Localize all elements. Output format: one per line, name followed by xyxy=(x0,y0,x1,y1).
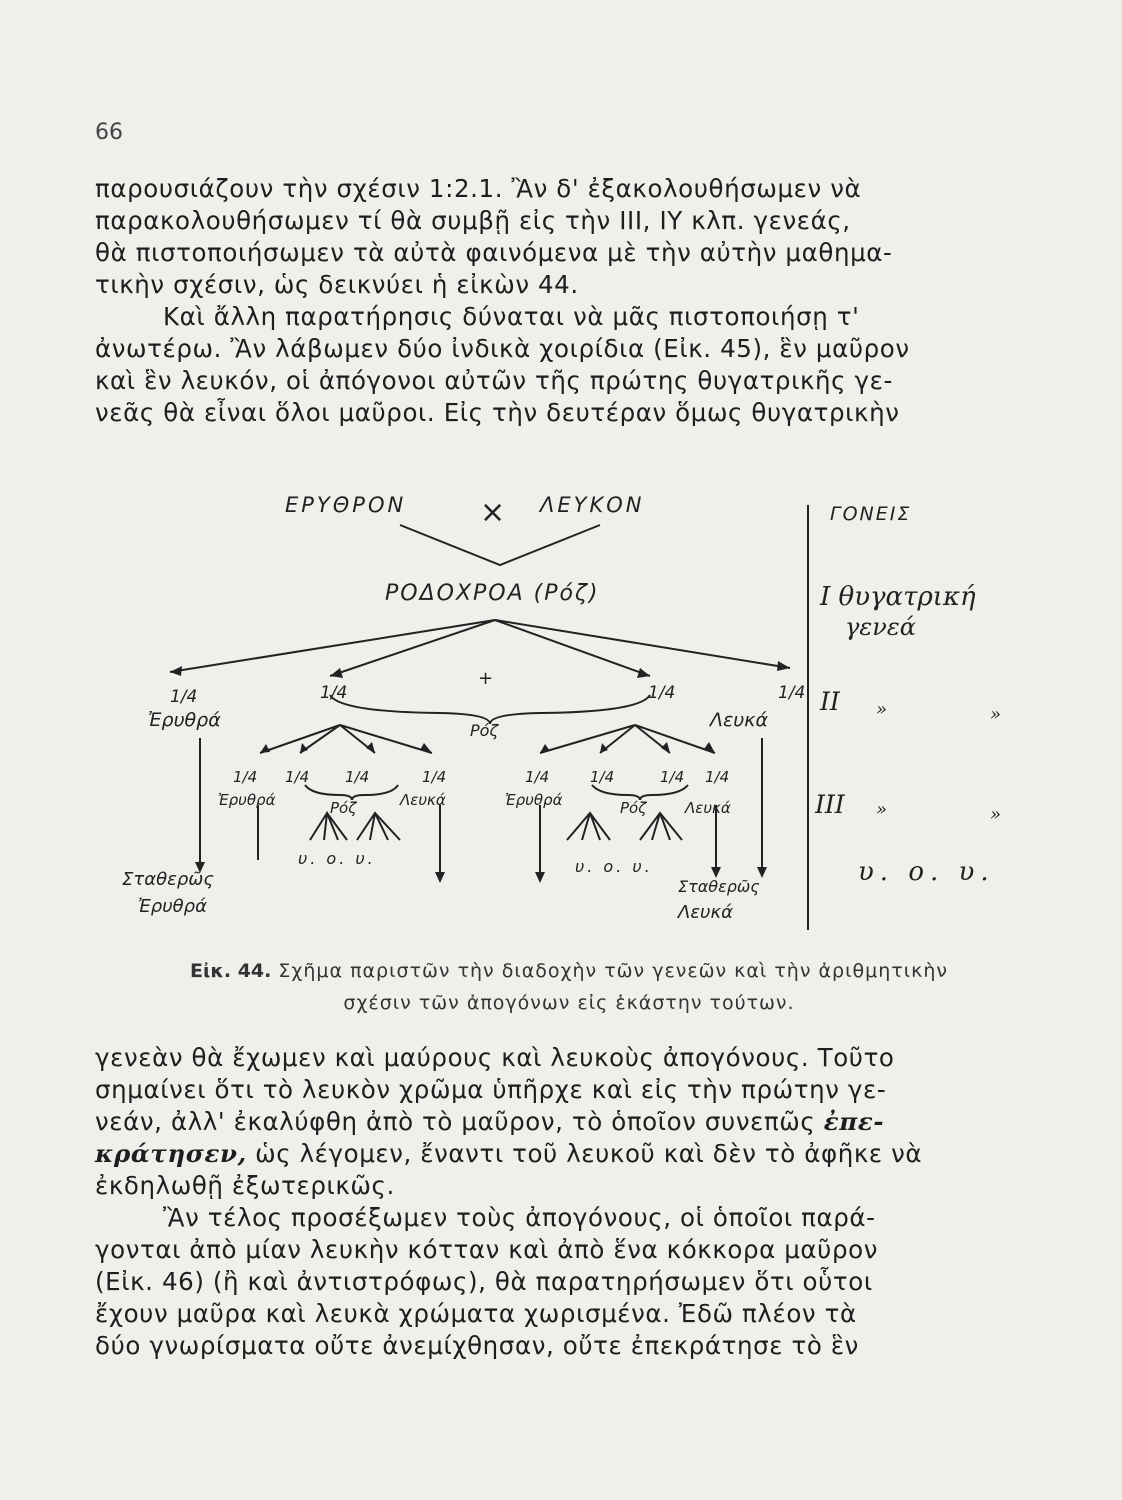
text-line: Ἂν τέλος προσέξωμεν τοὺς ἀπογόνους, οἱ ὁποῖοι παρά- xyxy=(163,1203,876,1232)
text-line: Καὶ ἄλλη παρατήρησις δύναται νὰ μᾶς πιστοποιήσῃ τ' xyxy=(163,302,860,331)
red-label: Ἐρυθρά xyxy=(148,709,221,731)
arrow-line xyxy=(540,725,635,753)
text-line: θὰ πιστοποιήσωμεν τὰ αὐτὰ φαινόμενα μὲ τὴν αὐτὴν μαθημα- xyxy=(95,238,893,267)
arrow-line xyxy=(635,725,715,753)
fraction-label: 1/4 xyxy=(320,683,348,703)
caption-label: Εἰκ. 44. xyxy=(189,960,272,982)
ditto-mark: » xyxy=(876,699,888,720)
arrow-line xyxy=(340,725,432,753)
fraction-label: 1/4 xyxy=(285,768,310,786)
text-line: ἀνωτέρω. Ἂν λάβωμεν δύο ἰνδικὰ χοιρίδια (Εἰκ. 45), ἓν μαῦρον xyxy=(95,334,910,363)
emphasis-text: κράτησεν, xyxy=(95,1139,247,1168)
text-line: ἐκδηλωθῇ ἐξωτερικῶς. xyxy=(95,1171,395,1200)
generation-1-sublabel: γενεά xyxy=(845,613,916,641)
emphasis-text: ἐπε- xyxy=(823,1107,885,1136)
figure-caption xyxy=(95,955,1043,1019)
generation-header: ΓΟΝΕΙΣ xyxy=(830,503,912,525)
fraction-label: 1/4 xyxy=(590,768,615,786)
arrow-line xyxy=(260,725,340,753)
generation-1-label: I θυγατρική xyxy=(820,582,976,612)
uou-label: υ. ο. υ. xyxy=(575,857,653,876)
arrow-line xyxy=(330,620,495,676)
white-label: Λευκά xyxy=(400,791,446,809)
stable-white-label: Λευκά xyxy=(678,902,733,923)
text-line xyxy=(95,1138,1043,1170)
text-line: γονται ἀπὸ μίαν λευκὴν κότταν καὶ ἀπὸ ἕνα κόκκορα μαῦρον xyxy=(95,1235,878,1264)
fan-lines xyxy=(640,813,682,840)
generation-3-label: III xyxy=(815,790,845,819)
fraction-label: 1/4 xyxy=(170,687,198,707)
fraction-label: 1/4 xyxy=(705,768,730,786)
pink-label: Ρόζ xyxy=(620,799,647,817)
cross-lines xyxy=(400,525,600,565)
fraction-label: 1/4 xyxy=(233,768,258,786)
arrow-line xyxy=(170,620,495,672)
fraction-label: 1/4 xyxy=(345,768,370,786)
caption-line: σχέσιν τῶν ἀπογόνων εἰς ἑκάστην τούτων. xyxy=(343,992,795,1014)
paragraph-bottom xyxy=(95,1042,1043,1362)
text-line: (Εἰκ. 46) (ἢ καὶ ἀντιστρόφως), θὰ παρατηρήσωμεν ὅτι οὗτοι xyxy=(95,1267,873,1296)
arrow-line xyxy=(495,620,790,668)
text-segment: νεάν, ἀλλ' ἐκαλύφθη ἀπὸ τὸ μαῦρον, τὸ ὁποῖον συνεπῶς xyxy=(95,1107,816,1136)
fraction-label: 1/4 xyxy=(525,768,550,786)
parent-red-label: ΕΡΥΘΡΟΝ xyxy=(285,493,407,517)
text-line: σημαίνει ὅτι τὸ λευκὸν χρῶμα ὑπῆρχε καὶ εἰς τὴν πρώτην γε- xyxy=(95,1075,887,1104)
brace-icon xyxy=(305,785,398,800)
text-line xyxy=(95,1106,1043,1138)
red-label: Ἐρυθρά xyxy=(218,791,276,809)
parent-white-label: ΛΕΥΚΟΝ xyxy=(540,493,645,517)
pink-label: Ρόζ xyxy=(470,721,499,740)
ditto-mark: » xyxy=(990,804,1002,825)
red-label: Ἐρυθρά xyxy=(505,791,563,809)
white-label: Λευκά xyxy=(710,709,768,731)
caption-line: Σχῆμα παριστῶν τὴν διαδοχὴν τῶν γενεῶν καὶ τὴν ἀριθμητικὴν xyxy=(278,960,948,982)
f1-label: ΡΟΔΟΧΡΟΑ (Ρόζ) xyxy=(385,581,600,606)
fan-lines xyxy=(310,813,347,840)
stable-red-word: Σταθερῶς xyxy=(122,869,214,890)
cross-symbol: × xyxy=(480,495,506,530)
text-segment: ὡς λέγομεν, ἔναντι τοῦ λευκοῦ καὶ δὲν τὸ ἀφῆκε νὰ xyxy=(255,1139,923,1168)
paragraph-top xyxy=(95,173,1043,429)
plus-symbol: + xyxy=(478,668,494,689)
ditto-mark: » xyxy=(990,704,1002,725)
stable-white-word: Σταθερῶς xyxy=(678,877,760,896)
stable-red-label: Ἐρυθρά xyxy=(138,896,207,917)
uou-label: υ. ο. υ. xyxy=(298,849,376,868)
text-line: γενεὰν θὰ ἔχωμεν καὶ μαύρους καὶ λευκοὺς ἀπογόνους. Τοῦτο xyxy=(95,1043,895,1072)
pink-label: Ρόζ xyxy=(330,799,357,817)
fraction-label: 1/4 xyxy=(778,683,806,703)
brace-icon xyxy=(592,785,688,800)
fan-lines xyxy=(567,813,610,840)
generation-2-label: II xyxy=(820,687,840,716)
fan-lines xyxy=(357,813,400,840)
generation-uou-label: υ. ο. υ. xyxy=(858,857,995,887)
text-line: τικὴν σχέσιν, ὡς δεικνύει ἡ εἰκὼν 44. xyxy=(95,270,579,299)
white-label: Λευκά xyxy=(685,799,731,817)
fraction-label: 1/4 xyxy=(422,768,447,786)
text-line: νεᾶς θὰ εἶναι ὅλοι μαῦροι. Εἰς τὴν δευτέραν ὅμως θυγατρικὴν xyxy=(95,398,900,427)
page-number: 66 xyxy=(95,120,123,145)
fraction-label: 1/4 xyxy=(648,683,676,703)
text-line: καὶ ἓν λευκόν, οἱ ἀπόγονοι αὐτῶν τῆς πρώτης θυγατρικῆς γε- xyxy=(95,366,893,395)
fraction-label: 1/4 xyxy=(660,768,685,786)
text-line: δύο γνωρίσματα οὔτε ἀνεμίχθησαν, οὔτε ἐπεκράτησε τὸ ἓν xyxy=(95,1331,859,1360)
arrow-line xyxy=(495,620,650,676)
ditto-mark: » xyxy=(876,799,888,820)
text-line: ἔχουν μαῦρα καὶ λευκὰ χρώματα χωρισμένα. Ἐδῶ πλέον τὰ xyxy=(95,1299,857,1328)
brace-icon xyxy=(330,695,650,724)
text-line: παρακολουθήσωμεν τί θὰ συμβῇ εἰς τὴν ΙΙΙ, ΙΥ κλπ. γενεάς, xyxy=(95,206,851,235)
generation-diagram xyxy=(0,480,1122,950)
text-line: παρουσιάζουν τὴν σχέσιν 1:2.1. Ἂν δ' ἐξακολουθήσωμεν νὰ xyxy=(95,174,862,203)
